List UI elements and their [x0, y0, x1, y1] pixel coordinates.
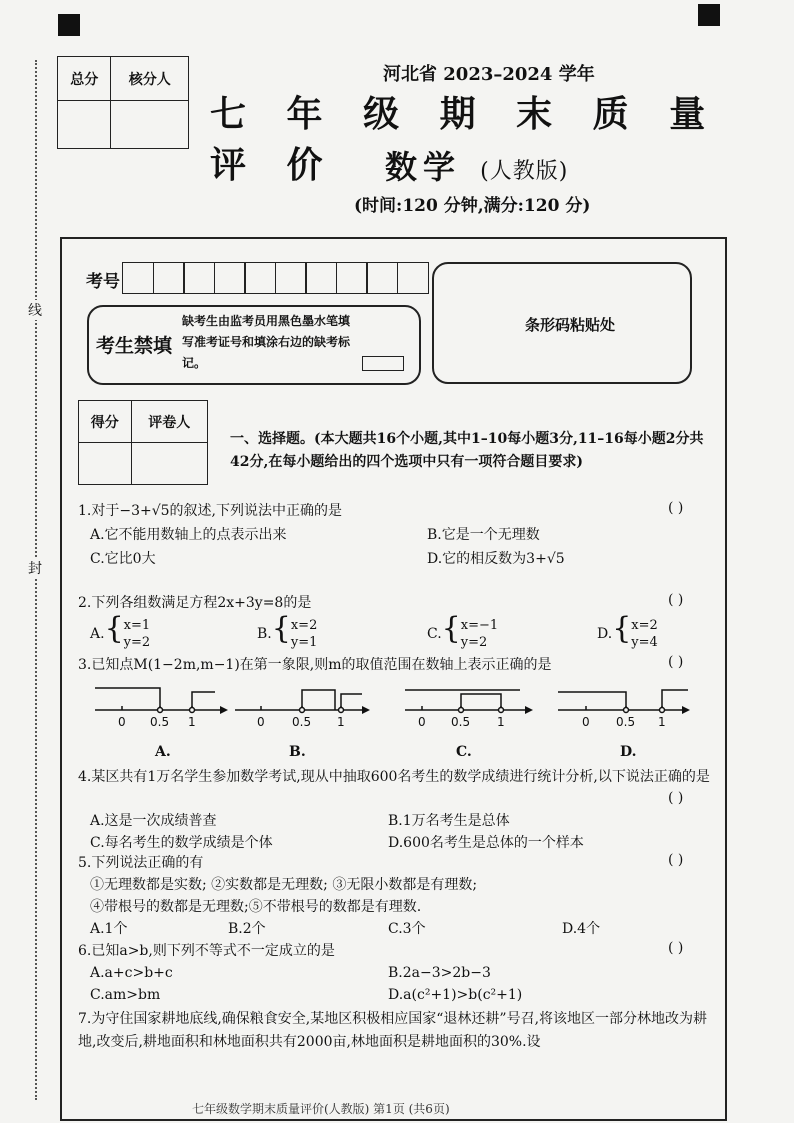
- q3-label-b: B.: [289, 744, 306, 760]
- q4-option-a: A.这是一次成绩普查: [90, 813, 217, 829]
- q3-a-tick-1: 1: [188, 715, 196, 729]
- q1-option-a: A.它不能用数轴上的点表示出来: [90, 527, 287, 543]
- time-info: (时间:120 分钟,满分:120 分): [354, 196, 591, 216]
- q5-stem: 5.下列说法正确的有: [78, 855, 204, 871]
- q5-option-d: D.4个: [562, 921, 601, 937]
- exam-title: 七 年 级 期 末 质 量 评 价: [210, 93, 720, 186]
- checker-header: 核分人: [111, 57, 189, 101]
- section1-grader-header: 评卷人: [131, 401, 207, 443]
- section1-score-header: 得分: [79, 401, 132, 443]
- edition: (人教版): [480, 159, 569, 184]
- exam-number-cell[interactable]: [397, 262, 429, 294]
- q3-c-tick-1: 1: [497, 715, 505, 729]
- exam-number-cell[interactable]: [305, 262, 337, 294]
- exam-number-label: 考号: [86, 272, 120, 292]
- q4-answer-paren[interactable]: ( ): [668, 790, 684, 806]
- no-fill-note: 缺考生由监考员用黑色墨水笔填写准考证号和填涂右边的缺考标记。: [182, 314, 351, 370]
- q2-c-eq1: x=−1: [460, 618, 499, 633]
- q3-number-lines: [80, 680, 700, 730]
- exam-number-cell[interactable]: [183, 262, 215, 294]
- q2-answer-paren[interactable]: ( ): [668, 592, 684, 608]
- q4-stem: 4.某区共有1万名学生参加数学考试,现从中抽取600名考生的数学成绩进行统计分析,以下说法正确的是: [78, 769, 710, 785]
- total-score-table: [57, 56, 189, 149]
- q6-answer-paren[interactable]: ( ): [668, 940, 684, 956]
- subject-line: [385, 142, 568, 188]
- exam-number-cell[interactable]: [336, 262, 368, 294]
- q5-statements-2: ④带根号的数都是无理数;⑤不带根号的数都是有理数.: [90, 899, 422, 915]
- q6-option-d: D.a(c²+1)>b(c²+1): [388, 987, 523, 1003]
- q2-option-c: C.{x=−1 y=2: [427, 611, 499, 650]
- q6-option-b: B.2a−3>2b−3: [388, 965, 491, 981]
- q3-c-tick-05: 0.5: [451, 715, 471, 729]
- q2-option-a: A.{x=1 y=2: [90, 611, 151, 650]
- q2-option-d-letter: D.: [597, 626, 613, 642]
- q5-option-c: C.3个: [388, 921, 426, 937]
- q2-a-eq1: x=1: [123, 618, 151, 633]
- section1-grader-cell[interactable]: [131, 443, 207, 485]
- q2-d-eq2: y=4: [631, 635, 658, 650]
- checker-cell[interactable]: [111, 101, 189, 149]
- absence-mark-box[interactable]: [362, 356, 404, 371]
- total-score-cell[interactable]: [58, 101, 111, 149]
- q2-stem: 2.下列各组数满足方程2x+3y=8的是: [78, 595, 312, 611]
- section1-grade-table: [78, 400, 208, 485]
- q2-option-c-letter: C.: [427, 626, 442, 642]
- q2-b-eq2: y=1: [290, 635, 318, 650]
- q1-option-b: B.它是一个无理数: [427, 527, 540, 543]
- q3-d-tick-0: 0: [582, 715, 590, 729]
- exam-number-cell[interactable]: [153, 262, 185, 294]
- exam-number-cell[interactable]: [275, 262, 307, 294]
- section1-score-cell[interactable]: [79, 443, 132, 485]
- q2-d-eq1: x=2: [631, 618, 658, 633]
- q1-option-c: C.它比0大: [90, 551, 156, 567]
- q4-option-d: D.600名考生是总体的一个样本: [388, 835, 584, 851]
- q1-answer-paren[interactable]: ( ): [668, 500, 684, 516]
- q2-option-b-letter: B.: [257, 626, 272, 642]
- barcode-label: 条形码粘贴处: [525, 316, 616, 334]
- page-footer: 七年级数学期末质量评价(人教版) 第1页 (共6页): [192, 1102, 450, 1116]
- exam-number-cell[interactable]: [366, 262, 398, 294]
- q5-option-b: B.2个: [228, 921, 266, 937]
- q3-a-tick-0: 0: [118, 715, 126, 729]
- q2-c-eq2: y=2: [460, 635, 488, 650]
- q3-label-a: A.: [155, 744, 171, 760]
- q2-a-eq2: y=2: [123, 635, 151, 650]
- q3-b-tick-05: 0.5: [292, 715, 312, 729]
- total-score-header: 总分: [58, 57, 111, 101]
- q3-d-tick-05: 0.5: [616, 715, 636, 729]
- q5-answer-paren[interactable]: ( ): [668, 852, 684, 868]
- q2-option-b: B.{x=2 y=1: [257, 611, 318, 650]
- q2-option-a-letter: A.: [90, 626, 105, 642]
- q1-stem: 1.对于−3+√5的叙述,下列说法中正确的是: [78, 503, 343, 519]
- section1-heading: 一、选择题。(本大题共16个小题,其中1–10每小题3分,11–16每小题2分共42分,在每小题给出的四个选项中只有一项符合题目要求): [230, 431, 704, 470]
- q4-option-c: C.每名考生的数学成绩是个体: [90, 835, 273, 851]
- q3-a-tick-05: 0.5: [150, 715, 170, 729]
- q4-option-b: B.1万名考生是总体: [388, 813, 510, 829]
- binding-line: [35, 60, 37, 1100]
- q3-label-c: C.: [456, 744, 472, 760]
- exam-number-cells[interactable]: [122, 262, 427, 298]
- q2-option-d: D.{x=2 y=4: [597, 611, 658, 650]
- q3-d-tick-1: 1: [658, 715, 666, 729]
- no-fill-label: 考生禁填: [96, 335, 173, 357]
- exam-number-cell[interactable]: [214, 262, 246, 294]
- province-year: 河北省 2023–2024 学年: [383, 64, 595, 85]
- q6-option-c: C.am>bm: [90, 987, 161, 1003]
- side-label-line: 线: [28, 300, 42, 320]
- q3-label-d: D.: [620, 744, 637, 760]
- side-label-seal: 封: [28, 558, 42, 578]
- q5-option-a: A.1个: [90, 921, 128, 937]
- subject: 数学: [385, 148, 462, 186]
- q7-stem: 7.为守住国家耕地底线,确保粮食安全,某地区积极相应国家“退林还耕”号召,将该地区一部分林地改为耕地,改变后,耕地面积和林地面积共有2000亩,林地面积是耕地面积的30%.设: [78, 1011, 708, 1050]
- q2-b-eq1: x=2: [290, 618, 318, 633]
- q1-option-d: D.它的相反数为3+√5: [427, 551, 565, 567]
- q3-answer-paren[interactable]: ( ): [668, 654, 684, 670]
- exam-number-cell[interactable]: [122, 262, 154, 294]
- q3-c-tick-0: 0: [418, 715, 426, 729]
- registration-mark-right: [698, 4, 720, 26]
- exam-number-cell[interactable]: [244, 262, 276, 294]
- registration-mark-left: [58, 14, 80, 36]
- q3-b-tick-0: 0: [257, 715, 265, 729]
- q6-option-a: A.a+c>b+c: [90, 965, 173, 981]
- q3-stem: 3.已知点M(1−2m,m−1)在第一象限,则m的取值范围在数轴上表示正确的是: [78, 657, 552, 673]
- q6-stem: 6.已知a>b,则下列不等式不一定成立的是: [78, 943, 335, 959]
- q3-b-tick-1: 1: [337, 715, 345, 729]
- q5-statements-1: ①无理数都是实数; ②实数都是无理数; ③无限小数都是有理数;: [90, 877, 478, 893]
